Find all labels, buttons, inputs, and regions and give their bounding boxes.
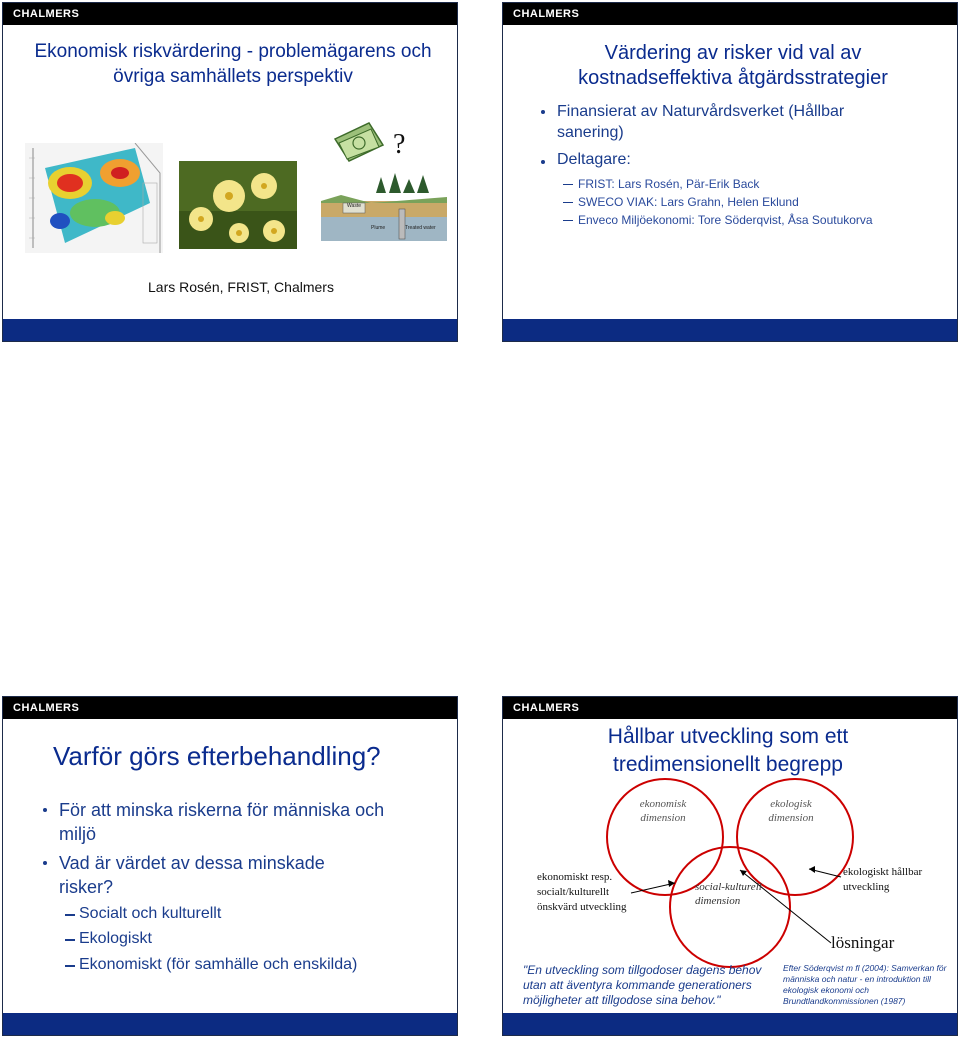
dash	[65, 939, 75, 941]
slide-footer-bar	[3, 319, 457, 341]
subitem-1: FRIST: Lars Rosén, Pär-Erik Back	[578, 177, 760, 191]
chalmers-logo: CHALMERS	[513, 702, 580, 714]
flower-photo	[179, 161, 297, 249]
dash	[65, 965, 75, 967]
source-citation: Efter Söderqvist m fl (2004): Samverkan för människa och natur - en introduktion till ekologisk ekonomi och Brundtlandkommissionen (1987)	[783, 963, 947, 1006]
dash	[563, 220, 573, 221]
subitem-3: Ekonomiskt (för samhälle och enskilda)	[79, 956, 358, 973]
slide-4	[502, 696, 958, 1036]
label-plume: Plume	[371, 225, 386, 231]
bullet-1: Finansierat av Naturvårdsverket (Hållbar sanering)	[557, 103, 845, 141]
slide-title: Värdering av risker vid val av kostnadseffektiva åtgärdsstrategier	[578, 42, 888, 89]
label-solutions: lösningar	[831, 933, 895, 952]
bullet-2: Deltagare:	[557, 151, 631, 168]
slide-3	[2, 696, 458, 1036]
bullet-2: Vad är värdet av dessa minskade risker?	[59, 853, 325, 897]
chalmers-logo: CHALMERS	[13, 8, 80, 20]
label-waste: Waste	[347, 203, 361, 209]
contamination-map-image	[25, 143, 163, 253]
slide-2	[502, 2, 958, 342]
subitem-1: Socialt och kulturellt	[79, 905, 222, 922]
money-icon	[333, 121, 385, 165]
subitem-3: Enveco Miljöekonomi: Tore Söderqvist, Åsa Soutukorva	[578, 213, 873, 227]
slide-footer-bar	[3, 1013, 457, 1035]
dash	[65, 914, 75, 916]
label-treated-water: Treated water	[405, 225, 436, 231]
label-econ-social: ekonomiskt resp. socialt/kulturellt önskvärd utveckling	[537, 871, 627, 913]
slide-footer-bar	[503, 1013, 957, 1035]
slide-title: Varför görs efterbehandling?	[53, 741, 381, 771]
label-eco-sustainable: ekologiskt hållbar utveckling	[843, 866, 923, 893]
bullet-1: För att minska riskerna för människa och miljö	[59, 800, 385, 844]
label-social-dimension: social-kulturell dimension	[695, 881, 762, 907]
dash	[563, 184, 573, 185]
bullet-dot	[43, 861, 47, 865]
slide-title: Ekonomisk riskvärdering - problemägarens och övriga samhällets perspektiv	[34, 41, 432, 87]
slide-header-bar	[3, 3, 457, 25]
chalmers-logo: CHALMERS	[513, 8, 580, 20]
bullet-dot	[541, 160, 545, 164]
bullet-dot	[541, 110, 545, 114]
subitem-2: SWECO VIAK: Lars Grahn, Helen Eklund	[578, 195, 799, 209]
chalmers-logo: CHALMERS	[13, 702, 80, 714]
dash	[563, 202, 573, 203]
slide-header-bar	[503, 3, 957, 25]
groundwater-diagram	[321, 163, 447, 251]
bullet-dot	[43, 808, 47, 812]
brundtland-quote: "En utveckling som tillgodoser dagens behov utan att äventyra kommande generationers möjligheter att tillgodose sina behov."	[523, 963, 762, 1007]
label-ecological-dimension: ekologisk dimension	[768, 798, 814, 824]
slide-1	[2, 2, 458, 342]
label-economic-dimension: ekonomisk dimension	[639, 798, 687, 824]
question-mark: ?	[393, 129, 406, 160]
subitem-2: Ekologiskt	[79, 930, 152, 947]
slide-footer-bar	[503, 319, 957, 341]
slide-header-bar	[3, 697, 457, 719]
author-line: Lars Rosén, FRIST, Chalmers	[148, 279, 334, 295]
slide-title: Hållbar utveckling som ett tredimensionellt begrepp	[607, 725, 849, 776]
